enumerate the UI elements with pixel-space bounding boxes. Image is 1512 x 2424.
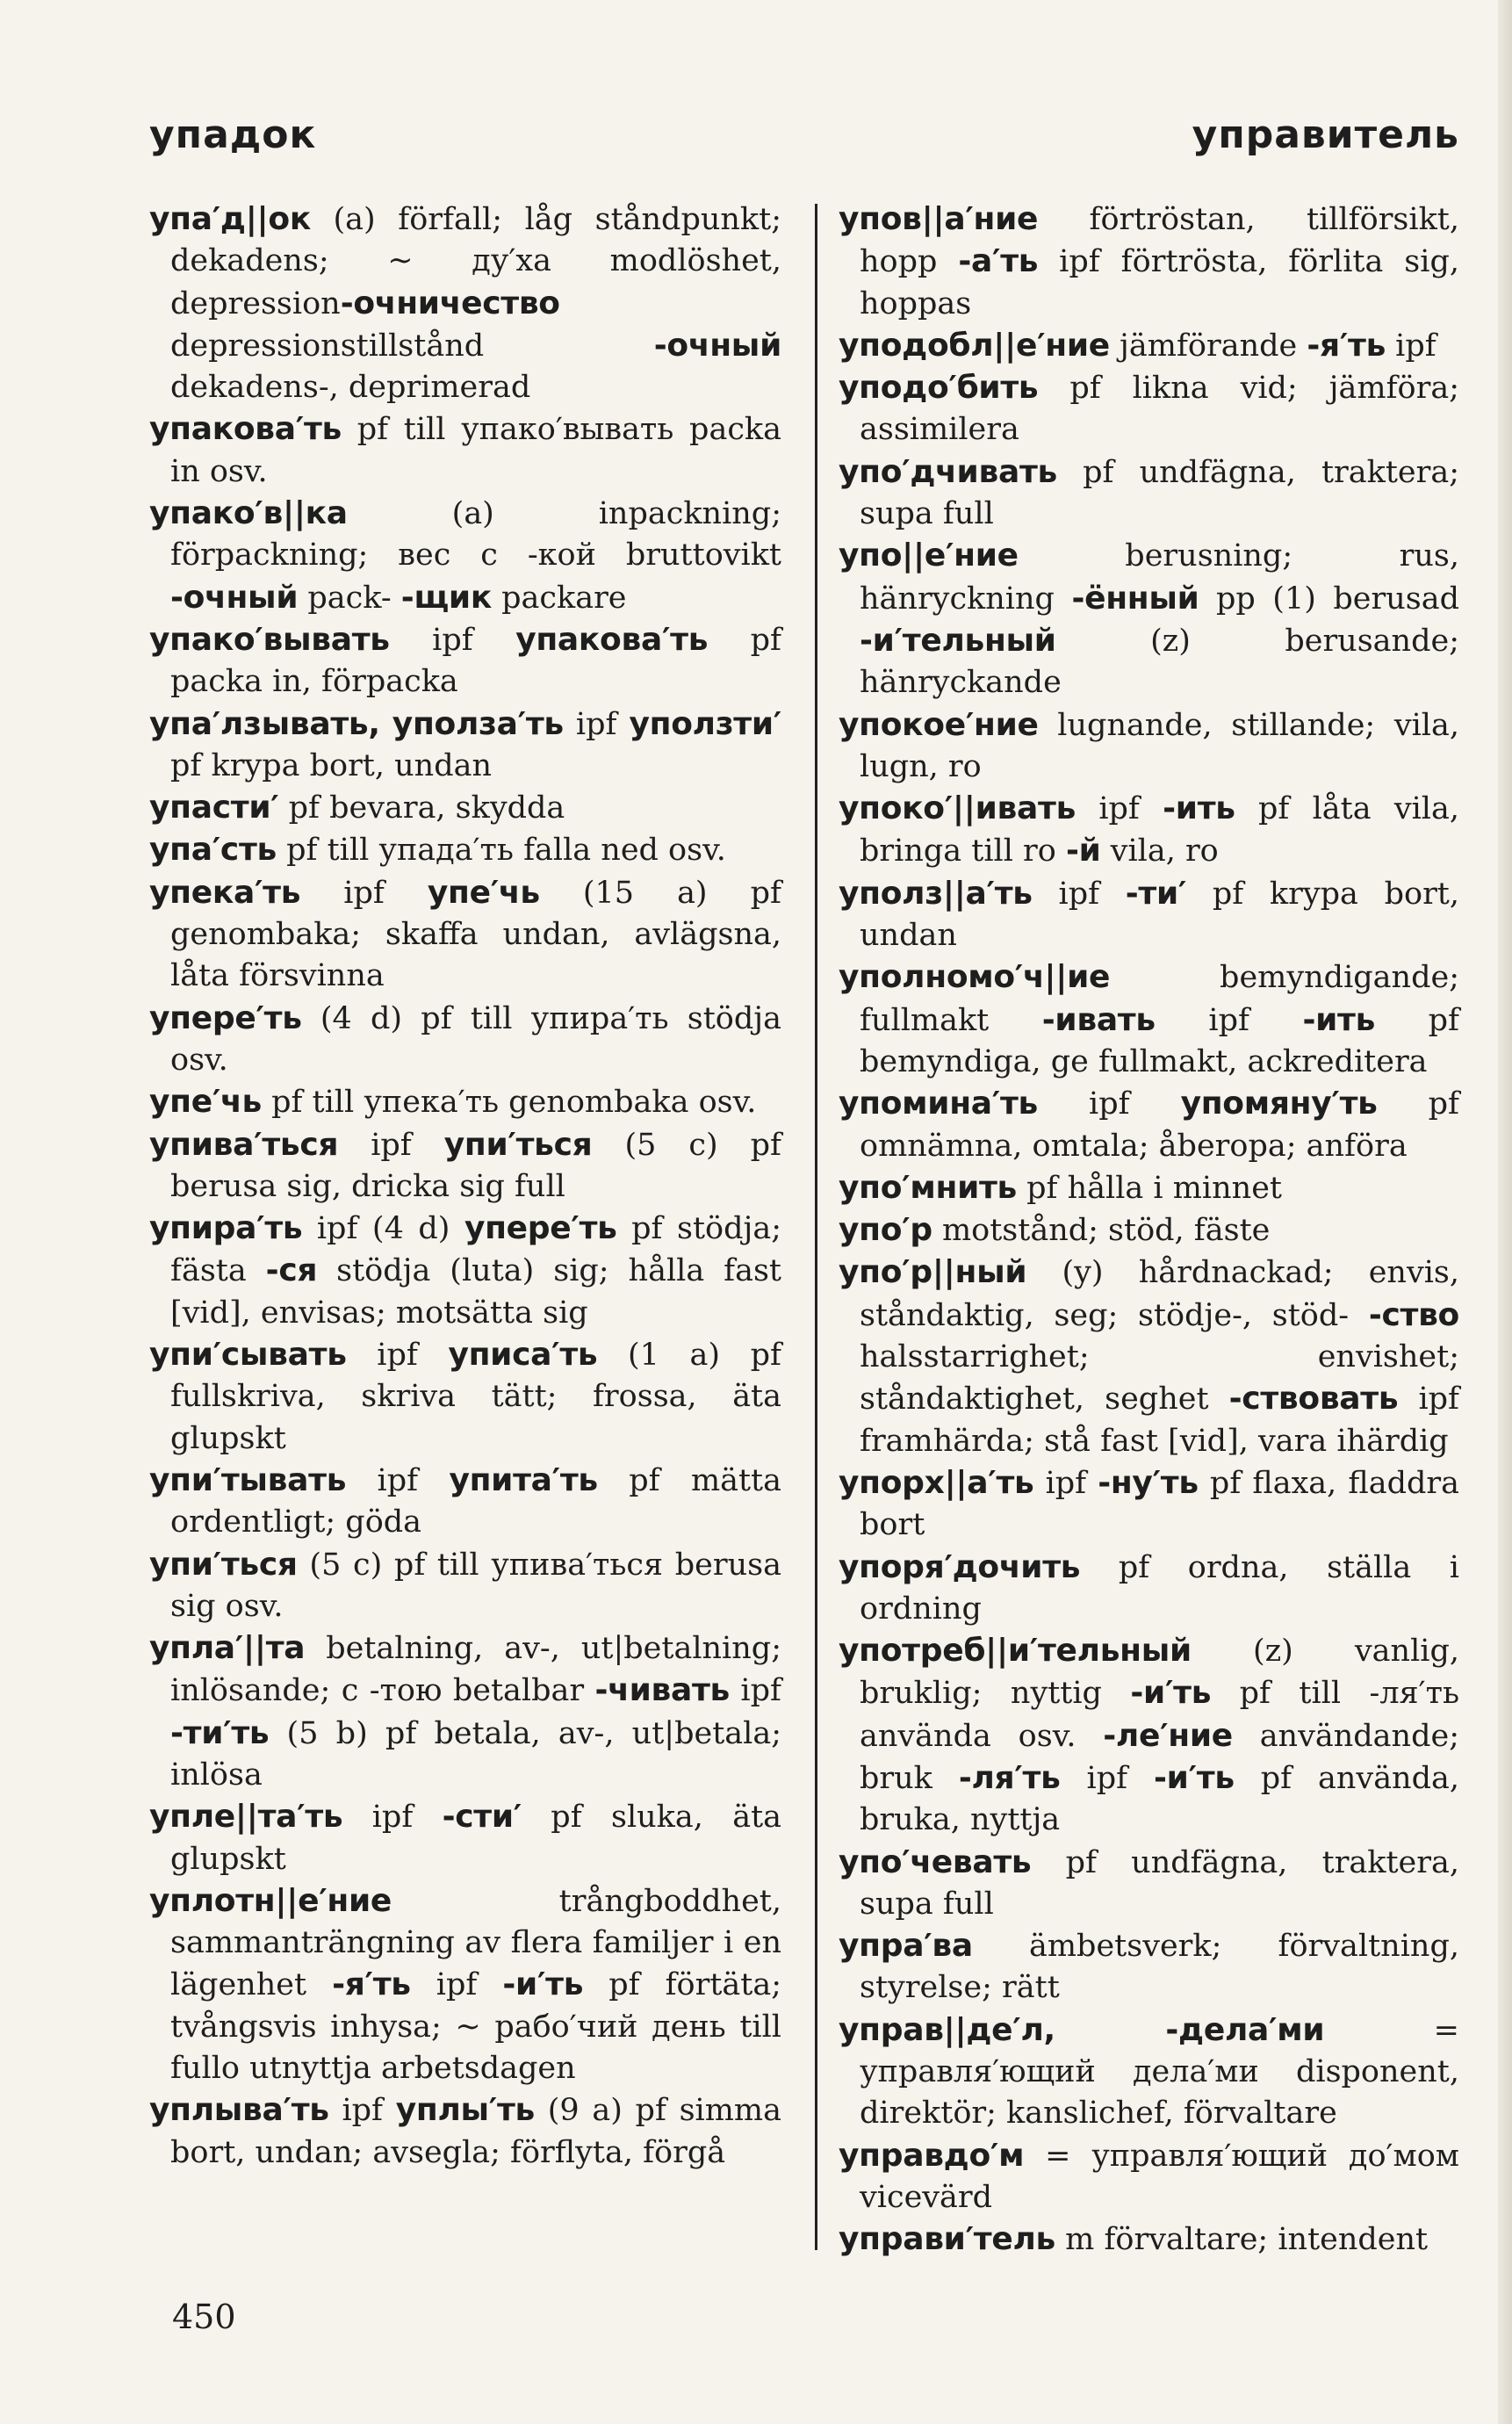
- headword: упако′в||ка: [149, 495, 348, 532]
- definition: pf undfägna, traktera; supa full: [860, 454, 1459, 532]
- definition: pf stödja; fästa: [170, 1211, 781, 1289]
- dictionary-entry: [839, 1252, 1459, 1461]
- headword: уплыва′ть: [149, 2092, 329, 2129]
- headword: уплы′ть: [395, 2092, 536, 2129]
- definition: (z) vanlig, bruklig; nyttig: [860, 1634, 1459, 1712]
- headword: -й: [1065, 833, 1101, 869]
- dictionary-entry: [149, 787, 781, 829]
- definition: pf till упада′ть falla ned osv.: [277, 833, 726, 869]
- definition: pf använda, bruka, nyttja: [860, 1760, 1459, 1838]
- definition: trångboddhet, sammanträngning av flera familjer i en lägenhet: [170, 1883, 781, 2003]
- headword: -ся: [265, 1252, 318, 1289]
- dictionary-entry: [839, 956, 1459, 1083]
- headword: управ||де′л, -дела′ми: [839, 2011, 1325, 2048]
- headword: уписа′ть: [448, 1337, 598, 1374]
- headword: -ти′: [1125, 875, 1187, 912]
- dictionary-entry: [839, 2009, 1459, 2135]
- running-head-right: управитель: [1192, 112, 1459, 157]
- headword: -ну′ть: [1098, 1464, 1199, 1501]
- headword: упа′лзывать,: [149, 705, 380, 742]
- headword: упоко′||ивать: [839, 790, 1076, 827]
- headword: -и′ть: [502, 1966, 584, 2003]
- definition: ipf: [346, 1338, 449, 1374]
- headword: -и′тельный: [860, 622, 1056, 659]
- definition: pf till упако′вывать packa in osv.: [170, 412, 781, 489]
- dictionary-entry: [839, 1209, 1459, 1252]
- headword: упако′вывать: [149, 621, 390, 658]
- headword: упере′ть: [149, 999, 302, 1036]
- headword: -ле′ние: [1103, 1717, 1233, 1754]
- definition: (z) berusande; hänryckande: [860, 623, 1459, 701]
- headword: упа′сть: [149, 832, 277, 869]
- headword: упорх||а′ть: [839, 1464, 1034, 1501]
- dictionary-entry: [149, 408, 781, 493]
- headword: упита′ть: [449, 1461, 598, 1498]
- headword: упо′мнить: [839, 1169, 1018, 1206]
- definition: pf krypa bort, undan: [860, 876, 1459, 954]
- dictionary-entry: [149, 1796, 781, 1880]
- headword: упо′дчивать: [839, 453, 1057, 490]
- headword: -и′ть: [1130, 1675, 1212, 1712]
- dictionary-entry: [149, 1460, 781, 1544]
- headword: -ённый: [1071, 580, 1199, 617]
- headword: упо||е′ние: [839, 537, 1019, 574]
- headword: уползти′: [629, 705, 781, 742]
- headword: упокое′ние: [839, 706, 1039, 743]
- definition: halsstarrighet; envishet; ståndaktighet, seghet: [860, 1339, 1459, 1418]
- headword: -ство: [1368, 1296, 1459, 1333]
- definition: (5 b) pf betala, av-, ut|betala; inlösa: [170, 1715, 781, 1793]
- headword: управи′тель: [839, 2221, 1056, 2258]
- definition: m förvaltare; intendent: [1055, 2222, 1429, 2258]
- dictionary-entry: [839, 535, 1459, 703]
- definition: pf hålla i minnet: [1017, 1170, 1282, 1206]
- definition: (9 a) pf simma bort, undan; avsegla; förflyta, förgå: [170, 2093, 781, 2170]
- definition: ipf framhärda; stå fast [vid], vara ihärdig: [860, 1382, 1459, 1459]
- definition: dekadens-, deprimerad: [170, 370, 531, 406]
- page-edge-shadow: [1498, 0, 1512, 2424]
- headword: упомяну′ть: [1180, 1086, 1378, 1122]
- definition: pf undfägna, traktera, supa full: [860, 1844, 1459, 1922]
- dictionary-entry: [149, 1544, 781, 1628]
- definition: ipf: [338, 1127, 444, 1163]
- dictionary-entry: [839, 1083, 1459, 1167]
- dictionary-entry: [149, 619, 781, 703]
- headword: упле||та′ть: [149, 1799, 343, 1836]
- headword: упира′ть: [149, 1210, 303, 1247]
- headword: -я′ть: [1307, 327, 1386, 364]
- dictionary-entry: [149, 703, 781, 788]
- dictionary-entry: [149, 1124, 781, 1208]
- headword: -ля′ть: [958, 1759, 1061, 1796]
- headword: -ить: [1163, 790, 1235, 827]
- dictionary-entry: [149, 1334, 781, 1460]
- dictionary-entry: [839, 451, 1459, 536]
- definition: ipf: [1033, 1465, 1098, 1501]
- dictionary-entry: [839, 2135, 1459, 2219]
- definition: ipf: [346, 1462, 450, 1498]
- dictionary-entry: [149, 198, 781, 408]
- headword: упека′ть: [149, 874, 301, 911]
- headword: уполза′ть: [392, 705, 564, 742]
- definition: pf likna vid; jämföra; assimilera: [860, 371, 1459, 448]
- definition: pf packa in, förpacka: [170, 622, 781, 700]
- definition: pf bevara, skydda: [278, 790, 565, 826]
- headword: управдо′м: [839, 2137, 1025, 2174]
- definition: ipf: [563, 706, 630, 742]
- dictionary-entry: [149, 1880, 781, 2089]
- definition: jämförande: [1109, 328, 1307, 364]
- dictionary-entry: [839, 704, 1459, 789]
- dictionary-entry: [839, 1925, 1459, 2009]
- headword: уподо′бить: [839, 370, 1039, 407]
- headword: -очничество: [340, 285, 560, 321]
- left-column: [149, 198, 781, 2174]
- headword: упо′чевать: [839, 1843, 1032, 1880]
- headword: -щик: [400, 579, 492, 616]
- definition: ipf: [1076, 791, 1163, 827]
- definition: ipf: [328, 2093, 396, 2129]
- headword: упра′ва: [839, 1928, 973, 1965]
- definition: pf bemyndiga, ge fullmakt, ackreditera: [860, 1002, 1459, 1079]
- headword: упомина′ть: [839, 1086, 1039, 1122]
- dictionary-entry: [839, 788, 1459, 873]
- headword: упла′||та: [149, 1630, 306, 1667]
- definition: pf sluka, äta glupskt: [170, 1800, 781, 1877]
- definition: ipf (4 d): [302, 1211, 464, 1247]
- definition: (4 d) pf till упира′ть stödja osv.: [170, 1000, 781, 1078]
- headword: -чивать: [594, 1672, 731, 1709]
- definition: vila, ro: [1100, 833, 1219, 869]
- headword: употреб||и′тельный: [839, 1633, 1192, 1670]
- definition: motstånd; stöd, fäste: [932, 1213, 1271, 1249]
- definition: förtröstan, tillförsikt, hopp: [860, 202, 1459, 280]
- definition: ipf: [1155, 1002, 1303, 1038]
- right-column: [839, 198, 1459, 2262]
- column-divider: [815, 204, 817, 2250]
- definition: bemyndigande; fullmakt: [860, 960, 1459, 1038]
- dictionary-entry: [839, 1462, 1459, 1547]
- definition: användande; bruk: [860, 1718, 1460, 1796]
- dictionary-entry: [149, 2089, 781, 2174]
- definition: = управля′ющий до′мом vicevärd: [860, 2138, 1459, 2215]
- definition: ipf: [1060, 1760, 1154, 1796]
- definition: pf mätta ordentligt; göda: [170, 1462, 781, 1540]
- dictionary-entry: [149, 829, 781, 871]
- definition: lugnande, stillande; vila, lugn, ro: [860, 707, 1459, 784]
- definition: (15 a) pf genombaka; skaffa undan, avlägsna, låta försvinna: [170, 875, 781, 994]
- dictionary-entry: [149, 1208, 781, 1334]
- headword: упакова′ть: [149, 411, 342, 448]
- running-head-left: упадок: [149, 112, 317, 157]
- headword: упе′чь: [149, 1084, 262, 1121]
- dictionary-entry: [149, 872, 781, 998]
- dictionary-entry: [149, 1627, 781, 1796]
- definition: pf krypa bort, undan: [170, 747, 493, 783]
- definition: (5 c) pf till упива′ться berusa sig osv.: [170, 1547, 781, 1624]
- headword: -очный: [653, 327, 781, 364]
- headword: уподобл||е′ние: [839, 327, 1110, 364]
- headword: упи′ться: [443, 1126, 593, 1163]
- dictionary-entry: [149, 998, 781, 1082]
- headword: упасти′: [149, 790, 279, 826]
- dictionary-entry: [839, 198, 1459, 325]
- headword: -а′ть: [958, 243, 1039, 280]
- definition: (y) hårdnackad; envis, ståndaktig, seg; stödje-, stöd-: [860, 1255, 1459, 1333]
- headword: упе′чь: [427, 874, 540, 911]
- definition: pf till -ля′ть använda osv.: [860, 1676, 1460, 1754]
- definition: ipf: [730, 1673, 781, 1709]
- definition: pf till упека′ть genombaka osv.: [261, 1085, 757, 1121]
- headword: упи′ться: [149, 1546, 298, 1583]
- dictionary-entry: [839, 2218, 1459, 2261]
- headword: уплотн||е′ние: [149, 1882, 392, 1919]
- dictionary-entry: [149, 493, 781, 619]
- definition: pf förtäta; tvångsvis inhysa; ~ рабо′чий день till fullo utnyttja arbetsdagen: [170, 1967, 781, 2087]
- definition: (a) inpackning; förpackning; вес с -кой bruttovikt: [170, 496, 781, 574]
- definition: ipf: [389, 622, 516, 658]
- headword: упо′р||ный: [839, 1254, 1027, 1291]
- dictionary-entry: [839, 325, 1459, 367]
- dictionary-entry: [839, 1842, 1459, 1926]
- dictionary-entry: [839, 1547, 1459, 1631]
- headword: -очный: [170, 579, 299, 616]
- definition: pf ordna, ställa i ordning: [860, 1549, 1459, 1627]
- headword: уполз||а′ть: [839, 875, 1033, 912]
- definition: (5 c) pf berusa sig, dricka sig full: [170, 1127, 781, 1204]
- definition: stödja (luta) sig; hålla fast [vid], envisas; motsätta sig: [170, 1253, 781, 1331]
- definition: ipf förtrösta, förlita sig, hoppas: [860, 244, 1459, 321]
- definition: pack-: [298, 580, 401, 616]
- dictionary-entry: [839, 367, 1459, 451]
- definition: pp (1) berusad: [1199, 581, 1459, 617]
- headword: упов||а′ние: [839, 201, 1039, 237]
- headword: -сти′: [442, 1799, 522, 1836]
- definition: ipf: [1386, 328, 1436, 364]
- page-number: 450: [172, 2298, 236, 2336]
- definition: packare: [492, 580, 627, 616]
- headword: уполномо′ч||ие: [839, 959, 1111, 996]
- headword: упоря′дочить: [839, 1548, 1081, 1585]
- dictionary-entry: [149, 1081, 781, 1123]
- definition: ipf: [300, 875, 428, 911]
- definition: depressionstillstånd: [170, 328, 654, 364]
- headword: -ствовать: [1228, 1381, 1399, 1418]
- headword: упива′ться: [149, 1126, 339, 1163]
- headword: упере′ть: [464, 1210, 617, 1247]
- dictionary-entry: [839, 873, 1459, 957]
- headword: упакова′ть: [515, 621, 709, 658]
- headword: упи′тывать: [149, 1461, 347, 1498]
- headword: -я′ть: [332, 1966, 411, 2003]
- headword: -ивать: [1041, 1001, 1156, 1038]
- definition: (1 a) pf fullskriva, skriva tätt; frossa, äta glupskt: [170, 1338, 781, 1456]
- definition: ipf: [1032, 876, 1126, 912]
- dictionary-entry: [839, 1630, 1459, 1841]
- headword: упа′д||ок: [149, 201, 311, 237]
- definition: pf omnämna, omtala; åberopa; anföra: [860, 1086, 1459, 1164]
- definition: (a) förfall; låg ståndpunkt; dekadens; ~ ду′ха modlöshet, depression: [170, 202, 781, 321]
- dictionary-entry: [839, 1167, 1459, 1209]
- definition: pf flaxa, fladdra bort: [860, 1465, 1460, 1543]
- headword: -ить: [1302, 1001, 1376, 1038]
- definition: = управля′ющий дела′ми disponent, direktör; kanslichef, förvaltare: [860, 2012, 1459, 2132]
- headword: упо′р: [839, 1212, 932, 1249]
- definition: pf låta vila, bringa till ro: [860, 791, 1459, 869]
- definition: betalning, av-, ut|betalning; inlösande; с -тою betalbar: [170, 1631, 781, 1709]
- definition: ipf: [342, 1800, 443, 1836]
- definition: berusning; rus, hänryckning: [860, 538, 1459, 617]
- headword: упи′сывать: [149, 1337, 347, 1374]
- definition: ipf: [410, 1967, 503, 2003]
- definition: [380, 707, 392, 742]
- definition: ipf: [1038, 1086, 1181, 1122]
- definition: ämbetsverk; förvaltning, styrelse; rätt: [860, 1929, 1459, 2006]
- headword: -и′ть: [1154, 1759, 1235, 1796]
- headword: -ти′ть: [170, 1714, 270, 1751]
